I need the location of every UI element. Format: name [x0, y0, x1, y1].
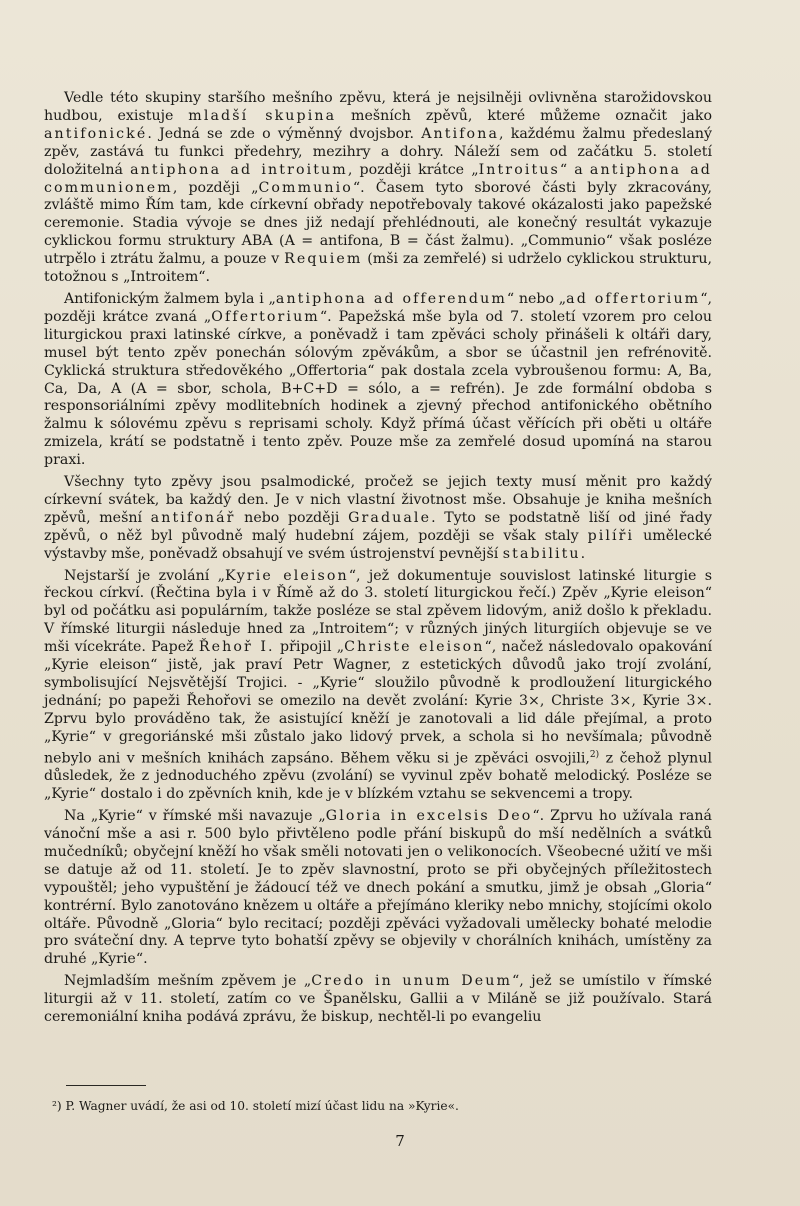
text-run: “. Papežská mše byla od 7. století vzorem pro celou liturgickou praxi latinské církve, a poněvadž i tam zpěváci scholy přinášeli k oltáři dary, musel být tento zpěv ponechán sólovým zpěvákům, a sbor se účastnil jen refrénovitě. Cyklická struktura středověkého „Offertoria“ pak dostala zcela vybroušenou formu: A, Ba, Ca, Da, A (A = sbor, schola, B+C+D = sólo, a = refrén). Je zde formální obdoba s responsoriálními zpěvy modlitebních hodinek a zjevný přechod antifonického obětního žalmu k sólovému zpěvu s reprisami scholy. Když přímá účast věřících při oběti u oltáře zmizela, krátí se podstatně i tento zpěv. Pouze mše za zemřelé dosud upomíná na starou praxi.	[44, 308, 712, 469]
spaced-term: Řehoř I.	[198, 639, 275, 656]
text-run: z čehož plynul důsledek, že z jednoduchého zpěvu (zvolání) se vyvinul zpěv bohatě melodický. Posléze se „Kyrie“ dostalo i do zpěvních knih, kde je v blízkém vztahu se sekvencemi a tropy.	[44, 750, 712, 803]
paragraph	[44, 291, 712, 470]
text-run: , každému žalmu předeslaný zpěv, zastává tu funkci předehry, mezihry a dohry. Náleží sem od začátku 5. století doložitelná	[44, 125, 712, 178]
text-run: Vedle této skupiny staršího mešního zpěvu, která je nejsilněji ovlivněna starožidovskou hudbou, existuje	[44, 90, 712, 124]
body-text	[44, 90, 712, 1031]
spaced-term: Credo in unum Deum	[311, 973, 513, 990]
spaced-term: antiphona ad communionem	[44, 161, 712, 196]
spaced-term: ad offertorium	[566, 290, 701, 307]
spaced-term: Offertorium	[211, 308, 320, 325]
spaced-term: stabilitu	[502, 545, 581, 562]
text-run: , později „	[172, 179, 259, 196]
spaced-term: Kyrie eleison	[224, 567, 349, 584]
text-run: . Jedná se zde o výměnný dvojsbor.	[147, 125, 422, 142]
spaced-term: antiphona ad offerendum	[275, 290, 507, 307]
spaced-term: antifonické	[44, 125, 148, 142]
footnote: ²) P. Wagner uvádí, že asi od 10. století mizí účast lidu na »Kyrie«.	[52, 1099, 459, 1113]
paragraph	[44, 90, 712, 287]
paragraph	[44, 568, 712, 805]
spaced-term: pilíři	[587, 527, 635, 544]
text-run: připojil „	[274, 639, 345, 656]
text-run: Antifonickým žalmem byla i „	[64, 290, 276, 307]
text-run: mešních zpěvů, které můžeme označit jako	[336, 107, 712, 124]
text-run: “ a	[559, 161, 590, 178]
spaced-term: Requiem	[284, 251, 363, 268]
text-run: “, později krátce zvaná „	[44, 290, 712, 325]
spaced-term: antiphona ad introitum	[130, 161, 348, 178]
footnote-ref: 2)	[589, 749, 600, 760]
text-run: Nejmladším mešním zpěvem je „	[64, 973, 312, 990]
text-run: .	[580, 545, 586, 562]
spaced-term: mladší skupina	[188, 107, 337, 124]
spaced-term: Gloria in excelsis Deo	[325, 808, 533, 825]
text-run: nebo později	[235, 509, 349, 526]
text-run: “ nebo „	[506, 290, 567, 307]
paragraph	[44, 808, 712, 969]
text-run: “, jež dokumentuje souvislost latinské liturgie s řeckou církví. (Řečtina byla i v Římě až do 3. století liturgickou řečí.) Zpěv „Kyrie eleison“ byl od počátku asi populárním, takže posléze se stal zpěvem lidovým, aniž došlo k překladu. V římské liturgii následuje hned za „Introitem“; v různých jiných liturgiích objevuje se ve mši vícekráte. Papež	[44, 567, 712, 656]
text-run: Na „Kyrie“ v římské mši navazuje „	[64, 808, 326, 825]
spaced-term: Christe eleison	[344, 639, 485, 656]
spaced-term: Introitus	[478, 161, 560, 178]
text-run: umělecké výstavby mše, poněvadž obsahují ve svém ústrojenství pevnější	[44, 527, 712, 562]
text-run: “, načež následovalo opakování „Kyrie eleison“ jistě, jak praví Petr Wagner, z estetických důvodů jako trojí zvolání, symbolisující Nejsvětější Trojici. - „Kyrie“ sloužilo původně k prodloužení liturgického jednání; po papeži Řehořovi se omezilo na devět zvolání: Kyrie 3×, Christe 3×, Kyrie 3×. Zprvu bylo prováděno tak, že asistující kněží je zanotovali a lid dále přejímal, a proto „Kyrie“ v gregoriánské mši zůstalo jako lidový prvek, a schola si ho nevšímala; původně nebylo ani v mešních knihách zapsáno. Během věku si je zpěváci osvojili,	[44, 639, 713, 767]
text-run: , později krátce „	[347, 161, 479, 178]
text-run: (mši za zemřelé) si udrželo cyklickou strukturu, totožnou s „Introitem“.	[44, 251, 712, 286]
text-run: “. Časem tyto sborové části byly zkracovány, zvláště mimo Řím tam, kde církevní obřady nepotřebovaly takové okázalosti jako papežské ceremonie. Stadia vývoje se dnes již nedají přehlédnouti, ale konečný resultát vykazuje cyklickou formu struktury ABA (A = antifona, B = část žalmu). „Communio“ však posléze utrpělo i ztrátu žalmu, a pouze v	[44, 179, 712, 268]
spaced-term: Antifona	[421, 125, 499, 142]
text-run: “. Zprvu ho užívala raná vánoční mše a asi r. 500 bylo přivtěleno podle přání biskupů do mší nedělních a svátků mučedníků; obyčejní kněží ho však směli notovati jen o velikonocích. Všeobecné užití ve mši se datuje až od 11. století. Je to zpěv slavnostní, proto se při obyčejných příležitostech vypouštěl; jeho vypuštění je žádoucí též ve dnech pokání a smutku, jimž je obsah „Gloria“ kontrérní. Bylo zanotováno knězem u oltáře a přejímáno kleriky nebo mnichy, stojícími okolo oltáře. Původně „Gloria“ bylo recitací; později zpěváci vyžadovali umělecky bohaté melodie pro sváteční dny. A teprve tyto bohatší zpěvy se objevily v chorálních knihách, umístěny za druhé „Kyrie“.	[44, 808, 712, 968]
paragraph	[44, 474, 712, 564]
text-run: . Tyto se podstatně liší od jiné řady zpěvů, o něž byl původně malý hudební zájem, později se však staly	[44, 509, 712, 544]
spaced-term: antifonář	[150, 509, 236, 526]
text-run: Všechny tyto zpěvy jsou psalmodické, pročež se jejich texty musí měnit pro každý církevní svátek, ba každý den. Je v nich vlastní životnost mše. Obsahuje je kniha mešních zpěvů, mešní	[44, 474, 712, 526]
text-run: Nejstarší je zvolání „	[64, 567, 225, 584]
page-number: 7	[395, 1132, 405, 1150]
text-run: “, jež se umístilo v římské liturgii až v 11. století, zatím co ve Španělsku, Gallii a v Miláně se již používalo. Stará ceremoniální kniha podává zprávu, že biskup, nechtěl-li po evangeliu	[44, 973, 712, 1026]
spaced-term: Communio	[258, 179, 353, 196]
spaced-term: Graduale	[348, 509, 432, 526]
paragraph	[44, 973, 712, 1027]
footnote-rule	[66, 1085, 146, 1086]
